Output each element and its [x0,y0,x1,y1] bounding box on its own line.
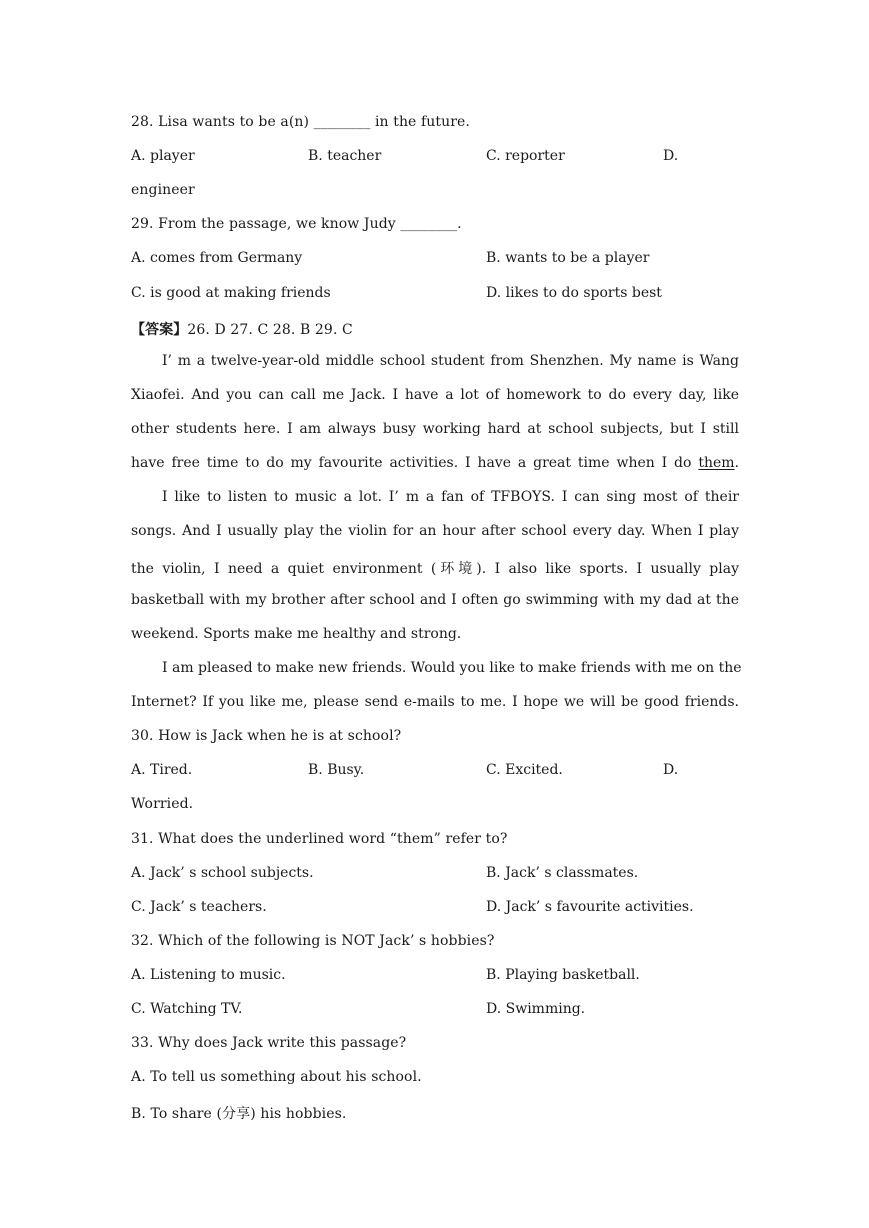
question-32-option-d: D. Swimming. [486,1001,586,1017]
question-31-stem: 31. What does the underlined word “them” refer to? [131,831,508,847]
question-29-option-c: C. is good at making friends [131,285,331,301]
question-28-option-a: A. player [131,148,195,164]
question-28-stem: 28. Lisa wants to be a(n) ________ in the future. [131,114,470,130]
answer-key [131,319,353,339]
question-32-stem: 32. Which of the following is NOT Jack’ s hobbies? [131,933,495,949]
passage-p3-line-1: I am pleased to make new friends. Would you like to make friends with me on the [162,660,742,676]
question-30-option-d-text: Worried. [131,796,194,812]
question-30-stem: 30. How is Jack when he is at school? [131,728,402,744]
passage-p2-line-2: songs. And I usually play the violin for an hour after school every day. When I play [131,523,739,539]
question-33-option-b: B. To share (分享) his hobbies. [131,1106,347,1122]
passage-p1-line-4-text: have free time to do my favourite activities. I have a great time when I do [131,455,699,471]
passage-p2-line-1: I like to listen to music a lot. I’ m a fan of TFBOYS. I can sing most of their [162,489,739,505]
passage-p1-line-3: other students here. I am always busy working hard at school subjects, but I still [131,421,739,437]
passage-p1-line-1: I’ m a twelve-year-old middle school student from Shenzhen. My name is Wang [162,353,739,369]
question-31-option-a: A. Jack’ s school subjects. [131,865,314,881]
question-29-option-a: A. comes from Germany [131,250,303,266]
question-29-option-b: B. wants to be a player [486,250,650,266]
answer-label: 【答案】 [131,322,188,338]
question-29-option-d: D. likes to do sports best [486,285,662,301]
question-31-option-d: D. Jack’ s favourite activities. [486,899,694,915]
question-30-option-a: A. Tired. [131,762,193,778]
question-32-option-a: A. Listening to music. [131,967,286,983]
question-30-option-c: C. Excited. [486,762,563,778]
question-31-option-c: C. Jack’ s teachers. [131,899,267,915]
question-33-stem: 33. Why does Jack write this passage? [131,1035,407,1051]
answer-text: 26. D 27. C 28. B 29. C [187,322,353,338]
question-32-option-c: C. Watching TV. [131,1001,243,1017]
passage-p2-line-3: the violin, I need a quiet environment (环境). I also like sports. I usually play [131,561,739,577]
question-28-option-d-text: engineer [131,182,195,198]
passage-p2-line-4: basketball with my brother after school and I often go swimming with my dad at the [131,592,739,608]
question-28-option-b: B. teacher [308,148,382,164]
passage-p3-line-2: Internet? If you like me, please send e-mails to me. I hope we will be good friends. [131,694,739,710]
question-32-option-b: B. Playing basketball. [486,967,640,983]
passage-p1-line-4 [131,455,739,471]
question-33-option-a: A. To tell us something about his school. [131,1069,422,1085]
question-28-option-d: D. [663,148,679,164]
question-29-stem: 29. From the passage, we know Judy ________. [131,216,462,232]
passage-p1-line-2: Xiaofei. And you can call me Jack. I have a lot of homework to do every day, like [131,387,739,403]
passage-p2-line-5: weekend. Sports make me healthy and strong. [131,626,462,642]
question-30-option-d: D. [663,762,679,778]
question-31-option-b: B. Jack’ s classmates. [486,865,639,881]
question-30-option-b: B. Busy. [308,762,365,778]
passage-p1-line-4-end: . [734,455,739,471]
question-28-option-c: C. reporter [486,148,565,164]
underlined-word-them: them [698,455,735,471]
